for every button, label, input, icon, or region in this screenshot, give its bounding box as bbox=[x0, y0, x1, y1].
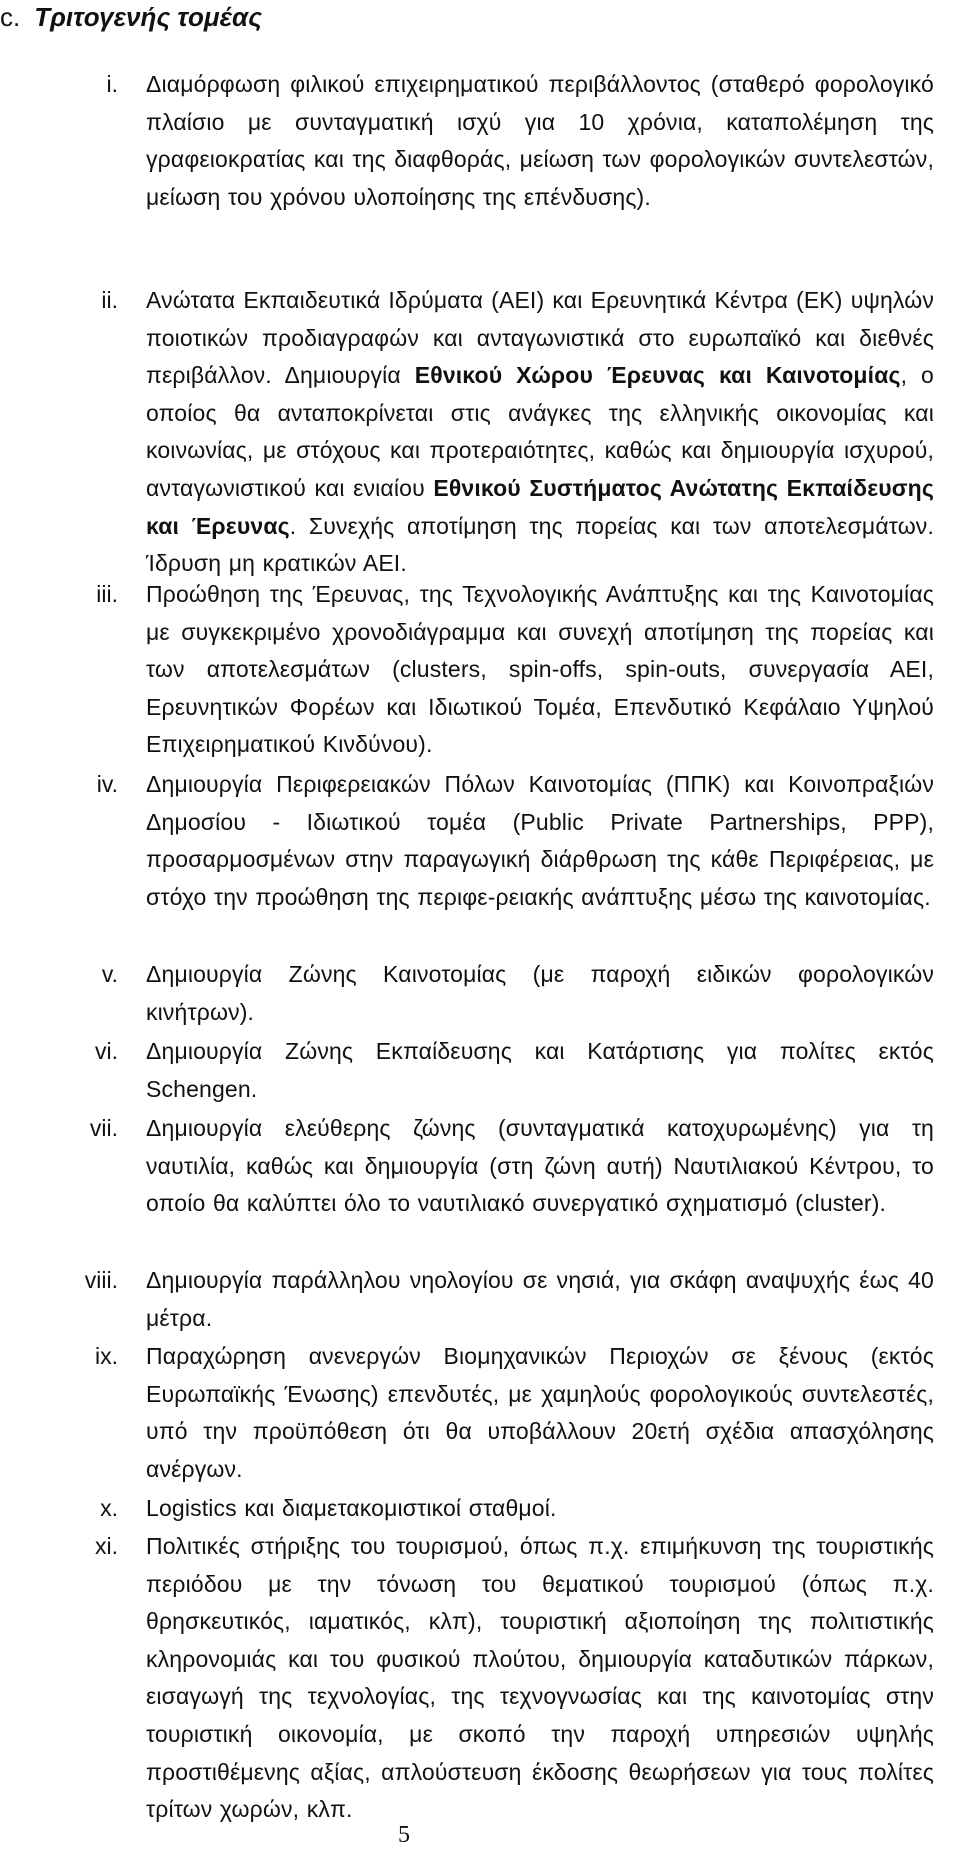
text-segment: , ο οποίος θα ανταποκρίνεται στις ανάγκες της ελληνικής οικονομίας και κοινωνίας, με στόχους και προτεραιότητες, καθώς και δημιουργία ισχυρού, ανταγωνιστικού και ενιαίου bbox=[146, 362, 934, 501]
list-item-vii bbox=[0, 1110, 960, 1262]
section-marker: c. bbox=[0, 2, 21, 32]
list-item-iii bbox=[0, 576, 960, 766]
list-item-text: Δημιουργία Ζώνης Καινοτομίας (με παροχή ειδικών φορολογικών κινήτρων). bbox=[146, 961, 934, 1025]
list-item-viii bbox=[0, 1262, 960, 1338]
list-item-iv bbox=[0, 766, 960, 956]
list-item-ii bbox=[0, 282, 960, 576]
list-numeral: i. bbox=[106, 71, 118, 97]
list-numeral: iv. bbox=[96, 771, 118, 797]
list-numeral: xi. bbox=[95, 1533, 118, 1559]
list-item-v bbox=[0, 956, 960, 1033]
list-numeral: v. bbox=[101, 961, 118, 987]
list-item-text: Logistics και διαμετακομιστικοί σταθμοί. bbox=[146, 1495, 557, 1521]
section-heading bbox=[0, 0, 262, 34]
list-item-text bbox=[146, 282, 934, 583]
list-numeral: x. bbox=[100, 1495, 118, 1521]
list-item-text: Δημιουργία ελεύθερης ζώνης (συνταγματικά κατοχυρωμένης) για τη ναυτιλία, καθώς και δημιουργία (στη ζώνη αυτή) Ναυτιλιακού Κέντρου, το οποίο θα καλύπτει όλο το ναυτιλιακό συνεργατικό σχηματισμό (cluster). bbox=[146, 1115, 934, 1217]
list-item-text: Παραχώρηση ανενεργών Βιομηχανικών Περιοχών σε ξένους (εκτός Ευρωπαϊκής Ένωσης) επενδυτές, με χαμηλούς φορολογικούς συντελεστές, υπό την προϋπόθεση ότι θα υποβάλλουν 20ετή σχέδια απασχόλησης ανέργων. bbox=[146, 1343, 934, 1482]
list-numeral: vi. bbox=[95, 1038, 118, 1064]
section-title: Τριτογενής τομέας bbox=[34, 2, 263, 32]
list-item-text: Δημιουργία παράλληλου νηολογίου σε νησιά, για σκάφη αναψυχής έως 40 μέτρα. bbox=[146, 1267, 934, 1331]
list-item-text: Δημιουργία Περιφερειακών Πόλων Καινοτομίας (ΠΠΚ) και Κοινοπραξιών Δημοσίου - Ιδιωτικού τομέα (Public Private Partnerships, PPP), προσαρμοσμένων στην παραγωγική διάρθρωση της κάθε Περιφέρειας, με στόχο την προώθηση της περιφε-ρειακής ανάπτυξης μέσω της καινοτομίας. bbox=[146, 771, 934, 910]
list-item-vi bbox=[0, 1033, 960, 1110]
list-numeral: ii. bbox=[101, 287, 118, 313]
measures-list bbox=[0, 66, 960, 1872]
text-segment: . Συνεχής αποτίμηση της πορείας και των αποτελεσμάτων. Ίδρυση μη κρατικών ΑΕΙ. bbox=[146, 512, 934, 577]
list-item-text: Δημιουργία Ζώνης Εκπαίδευσης και Κατάρτισης για πολίτες εκτός Schengen. bbox=[146, 1038, 934, 1102]
list-numeral: vii. bbox=[89, 1115, 118, 1141]
bold-term-national-higher-education-system: Εθνικού Συστήματος Ανώτατης Εκπαίδευσης και Έρευνας bbox=[146, 474, 934, 539]
list-item-i bbox=[0, 66, 960, 282]
list-numeral: iii. bbox=[96, 581, 118, 607]
list-numeral: ix. bbox=[95, 1343, 118, 1369]
list-numeral: viii. bbox=[84, 1267, 118, 1293]
list-item-text: Διαμόρφωση φιλικού επιχειρηματικού περιβάλλοντος (σταθερό φορολογικό πλαίσιο με συνταγματική ισχύ για 10 χρόνια, καταπολέμηση της γραφειοκρατίας και της διαφθοράς, μείωση των φορολογικών συντελεστών, μείωση του χρόνου υλοποίησης της επένδυσης). bbox=[146, 71, 934, 210]
list-item-x bbox=[0, 1490, 960, 1528]
text-segment: Ανώτατα Εκπαιδευτικά Ιδρύματα (ΑΕΙ) και Ερευνητικά Κέντρα (ΕΚ) υψηλών ποιοτικών προδιαγραφών και ανταγωνιστικά στο ευρωπαϊκό και διεθνές περιβάλλον. Δημιουργία bbox=[146, 287, 934, 389]
bold-term-national-research-area: Εθνικού Χώρου Έρευνας και Καινοτομίας bbox=[414, 362, 901, 389]
list-item-ix bbox=[0, 1338, 960, 1490]
page-number: 5 bbox=[398, 1822, 410, 1848]
list-item-text: Πολιτικές στήριξης του τουρισμού, όπως π.χ. επιμήκυνση της τουριστικής περιόδου με την τόνωση του θεματικού τουρισμού (όπως π.χ. θρησκευτικός, ιαματικός, κλπ), τουριστική αξιοποίηση της πολιτιστικής κληρονομιάς και του φυσικού πλούτου, δημιουργία καταδυτικών πάρκων, εισαγωγή της τεχνολογίας, της τεχνογνωσίας και της καινοτομίας στην τουριστική οικονομία, με σκοπό την παροχή υπηρεσιών υψηλής προστιθέμενης αξίας, απλούστευση έκδοσης θεωρήσεων για τους πολίτες τρίτων χωρών, κλπ. bbox=[146, 1533, 934, 1823]
list-item-text: Προώθηση της Έρευνας, της Τεχνολογικής Ανάπτυξης και της Καινοτομίας με συγκεκριμένο χρονοδιάγραμμα και συνεχή αποτίμηση της πορείας και των αποτελεσμάτων (clusters, spin-offs, spin-outs, συνεργασία ΑΕΙ, Ερευνητικών Φορέων και Ιδιωτικού Τομέα, Επενδυτικό Κεφάλαιο Υψηλού Επιχειρηματικού Κινδύνου). bbox=[146, 581, 934, 758]
